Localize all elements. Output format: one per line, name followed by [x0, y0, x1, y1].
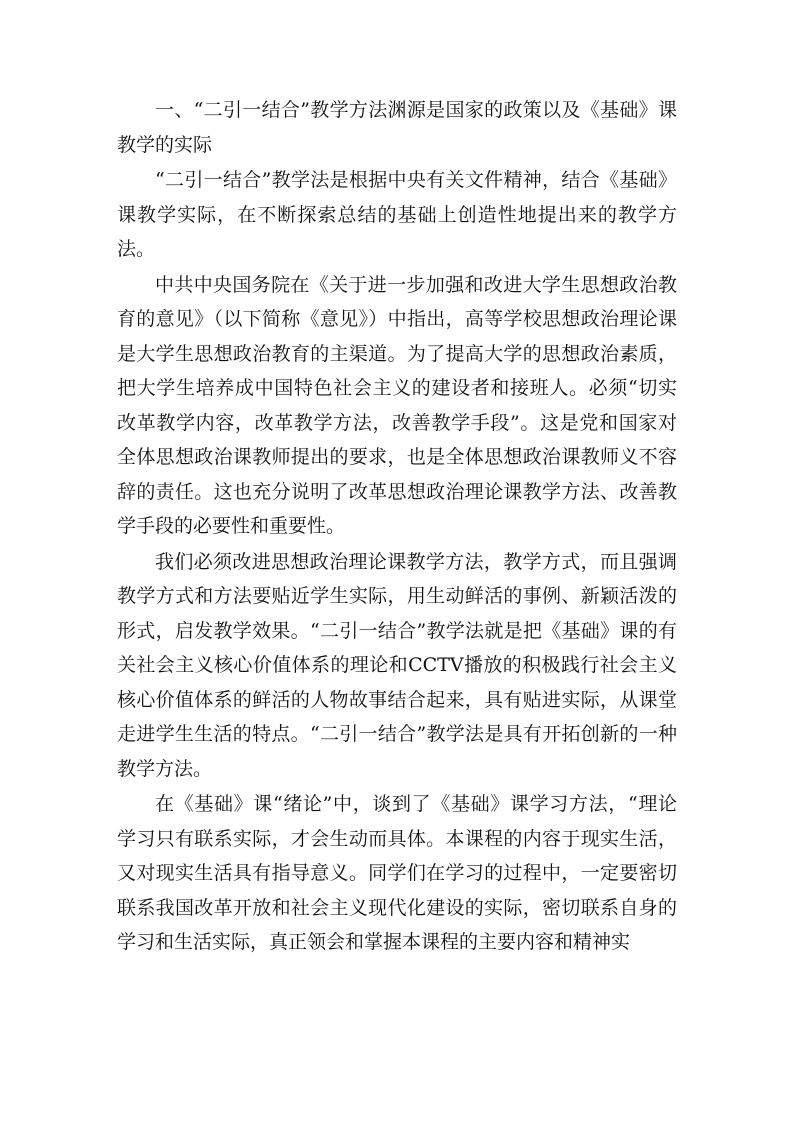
document-body — [117, 93, 677, 960]
paragraph-2: 中共中央国务院在《关于进一步加强和改进大学生思想政治教育的意见》（以下简称《意见》）中指出，高等学校思想政治理论课是大学生思想政治教育的主渠道。为了提高大学的思想政治素质，把大学生培养成中国特色社会主义的建设者和接班人。必须“切实改革教学内容，改革教学方法，改善教学手段”。这是党和国家对全体思想政治课教师提出的要求，也是全体思想政治课教师义不容辞的责任。这也充分说明了改革思想政治理论课教学方法、改善教学手段的必要性和重要性。 — [117, 273, 677, 537]
paragraph-3: 我们必须改进思想政治理论课教学方法，教学方式，而且强调教学方式和方法要贴近学生实际，用生动鲜活的事例、新颖活泼的形式，启发教学效果。“二引一结合”教学法就是把《基础》课的有关社会主义核心价值体系的理论和CCTV播放的积极践行社会主义核心价值体系的鲜活的人物故事结合起来，具有贴进实际，从课堂走进学生生活的特点。“二引一结合”教学法是具有开拓创新的一种教学方法。 — [117, 550, 677, 780]
paragraph-1: “二引一结合”教学法是根据中央有关文件精神，结合《基础》课教学实际，在不断探索总结的基础上创造性地提出来的教学方法。 — [117, 169, 677, 260]
section-heading: 一、“二引一结合”教学方法渊源是国家的政策以及《基础》课教学的实际 — [117, 99, 677, 156]
paragraph-4: 在《基础》课“绪论”中，谈到了《基础》课学习方法，“理论学习只有联系实际，才会生动而具体。本课程的内容于现实生活，又对现实生活具有指导意义。同学们在学习的过程中，一定要密切联系我国改革开放和社会主义现代化建设的实际，密切联系自身的学习和生活实际，真正领会和掌握本课程的主要内容和精神实 — [117, 793, 677, 953]
